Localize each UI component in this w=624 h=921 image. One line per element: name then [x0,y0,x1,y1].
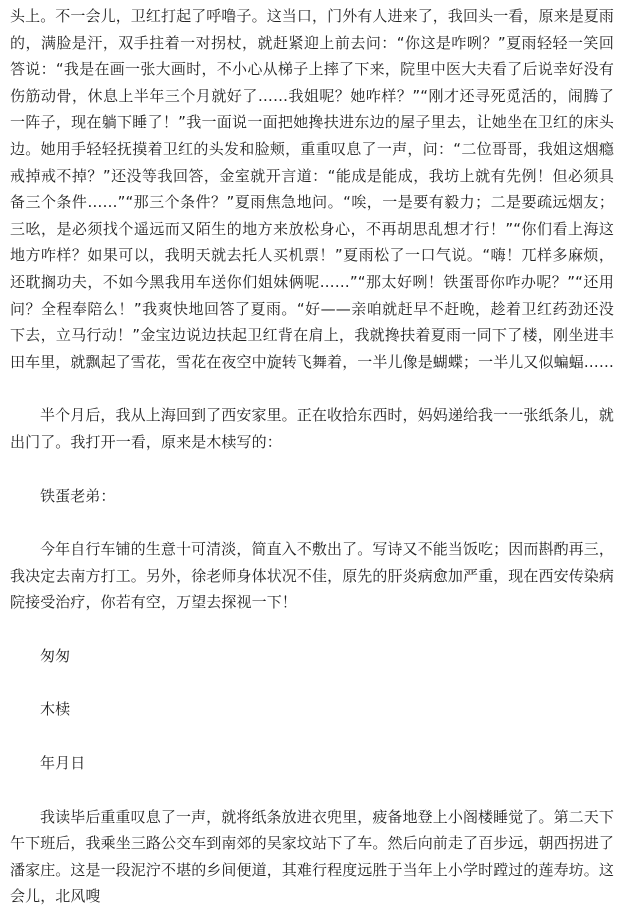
paragraph-gap [10,723,614,750]
letter-closing: 匆匆 [40,646,71,665]
paragraph-gap [10,456,614,483]
paragraph-visit: 我读毕后重重叹息了一声，就将纸条放进衣兜里，疲备地登上小阁楼睡觉了。第二天下午下班后，我乘坐三路公交车到南郊的吴家坟站下了车。然后向前走了百步远，朝西拐进了潘家庄。这是一段泥泞不堪的乡间便道，其难行程度远胜于当年上小学时蹚过的莲寿坊。这会儿，北风嗖 [10,807,615,906]
letter-date: 年月日 [40,754,86,773]
document-body [10,0,614,910]
letter-body: 今年自行车铺的生意十可清淡，简直入不敷出了。写诗又不能当饭吃；因而斟酌再三，我决定去南方打工。另外，徐老师身体状况不佳，原先的肝炎病愈加严重，现在西安传染病院接受治疗，你若有空，万望去探视一下！ [10,540,615,612]
letter-salutation: 铁蛋老弟： [40,486,116,505]
paragraph-gap [10,669,614,696]
paragraph-story-continuation: 头上。不一会儿，卫红打起了呼噜子。这当口，门外有人进来了，我回头一看，原来是夏雨的，满脸是汗，双手拄着一对拐杖，就赶紧迎上前去问：“你这是咋咧？”夏雨轻轻一笑回答说：“我是在画一张大画时，不小心从梯子上摔了下来，院里中医大夫看了后说幸好没有伤筋动骨，休息上半年三个月就好了……我姐呢？她咋样？”“刚才还寻死觅活的，闹腾了一阵子，现在躺下睡了！”我一面说一面把她搀扶进东边的屋子里去，让她坐在卫红的床头边。她用手轻轻抚摸着卫红的头发和脸颊，重重叹息了一声，问：“二位哥哥，我姐这烟瘾戒掉戒不掉？”还没等我回答，金室就开言道：“能成是能成，我坊上就有先例！但必须具备三个条件……”“那三个条件？”夏雨焦急地问。“唉，一是要有毅力；二是要疏远烟友；三吆，是必须找个遥远而又陌生的地方来放松身心，不再胡思乱想才行！”“你们看上海这地方咋样？如果可以，我明天就去托人买机票！”夏雨松了一口气说。“嗨！兀样多麻烦，还耽搁功夫，不如今黑我用车送你们姐妹俩呢……”“那太好咧！铁蛋哥你咋办呢？”“还用问？全程奉陪么！”我爽快地回答了夏雨。“好——亲咱就赶早不赶晚，趁着卫红药劲还没下去，立马行动！”金宝边说边扶起卫红背在肩上，我就搀扶着夏雨一同下了楼，刚坐进丰田车里，就飘起了雪花，雪花在夜空中旋转飞舞着，一半儿像是蝴蝶；一半儿又似蝙蝠…… [10,7,615,371]
letter-signature: 木椟 [40,700,71,719]
paragraph-gap [10,509,614,536]
paragraph-return-home: 半个月后，我从上海回到了西安家里。正在收拾东西时，妈妈递给我一一张纸条儿，就出门了。我打开一看，原来是木椟写的： [10,406,614,451]
paragraph-gap [10,375,614,402]
paragraph-gap [10,616,614,643]
paragraph-gap [10,777,614,804]
